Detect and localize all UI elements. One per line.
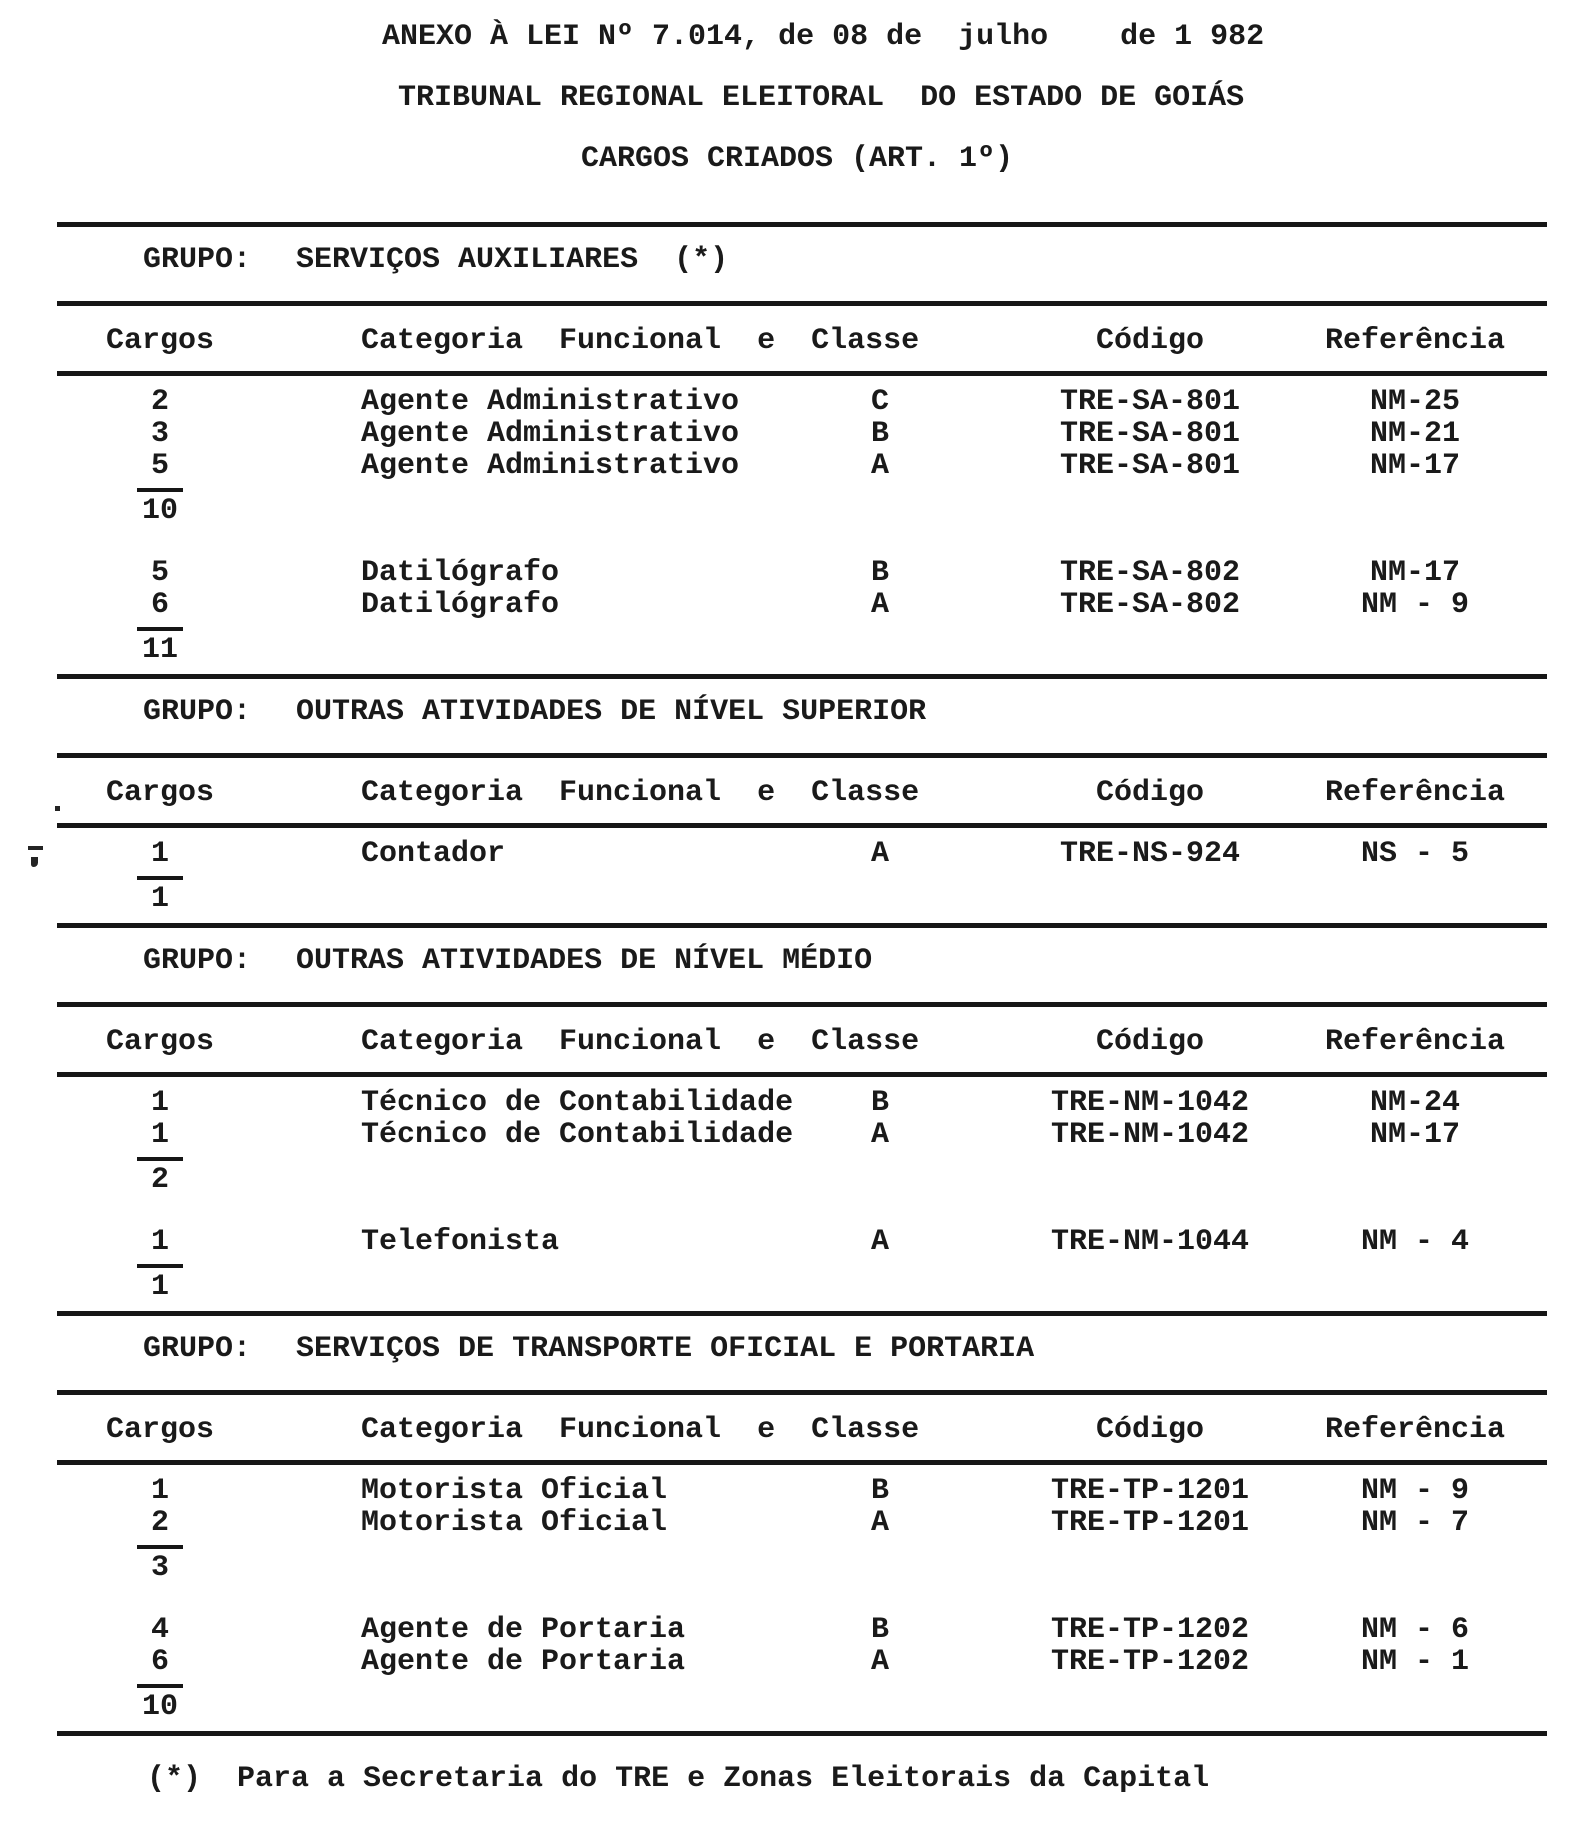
- cell-categoria: Técnico de Contabilidade: [361, 1086, 794, 1120]
- cell-cargos: 3: [150, 417, 169, 451]
- cell-classe: B: [870, 417, 889, 451]
- table-row: [0, 557, 1577, 589]
- col-header-categoria-classe: Categoria Funcional e Classe: [361, 1413, 920, 1447]
- table-row: [0, 1507, 1577, 1539]
- table-row: [0, 386, 1577, 418]
- table-row: [0, 1646, 1577, 1678]
- subtotal-row: [0, 488, 1577, 527]
- group-rows: [0, 1087, 1577, 1303]
- cell-cargos: 6: [150, 1645, 169, 1679]
- cell-classe: A: [870, 588, 889, 622]
- col-header-cargos: Cargos: [105, 1413, 215, 1447]
- cell-cargos: 5: [150, 449, 169, 483]
- page-title: ANEXO À LEI Nº 7.014, de 08 de julho de 1 982: [382, 20, 1265, 54]
- subtotal-value: 1: [137, 876, 183, 915]
- cell-cargos: 5: [150, 556, 169, 590]
- col-header-codigo: Código: [1095, 776, 1205, 810]
- group-label: GRUPO:: [143, 695, 252, 729]
- col-header-referencia: Referência: [1324, 324, 1506, 358]
- cell-referencia: NM-17: [1369, 1118, 1460, 1152]
- subtotal-row: [0, 1264, 1577, 1303]
- subtotal-value: 1: [137, 1264, 183, 1303]
- subtotal-row: [0, 876, 1577, 915]
- group-rows: [0, 386, 1577, 666]
- cell-codigo: TRE-TP-1202: [1050, 1645, 1250, 1679]
- horizontal-rule: [57, 222, 1547, 227]
- group-label: GRUPO:: [143, 1332, 252, 1366]
- cell-classe: A: [870, 837, 889, 871]
- cell-categoria: Agente Administrativo: [361, 385, 740, 419]
- col-header-cargos: Cargos: [105, 1025, 215, 1059]
- subtotal-row: [0, 1157, 1577, 1196]
- group-section: [0, 674, 1577, 915]
- cell-categoria: Datilógrafo: [361, 588, 560, 622]
- subtotal-value: 3: [137, 1545, 183, 1584]
- column-headers: [0, 1413, 1577, 1447]
- page-subtitle-court: TRIBUNAL REGIONAL ELEITORAL DO ESTADO DE GOIÁS: [398, 81, 1245, 115]
- cargo-block: [0, 1226, 1577, 1303]
- group-rows: [0, 1475, 1577, 1723]
- cell-cargos: 4: [150, 1613, 169, 1647]
- subtotal-cell: [0, 1157, 230, 1196]
- cell-cargos: 1: [150, 1086, 169, 1120]
- group-title-row: [0, 1332, 1577, 1366]
- horizontal-rule: [57, 1002, 1547, 1007]
- cell-categoria: Agente de Portaria: [361, 1613, 686, 1647]
- cell-categoria: Agente Administrativo: [361, 449, 740, 483]
- cell-referencia: NM-17: [1369, 556, 1460, 590]
- scan-artifact: [55, 806, 60, 811]
- horizontal-rule: [57, 1390, 1547, 1395]
- horizontal-rule: [57, 823, 1547, 828]
- cargos-table: [0, 222, 1577, 1723]
- cell-categoria: Agente de Portaria: [361, 1645, 686, 1679]
- cell-referencia: NM - 4: [1360, 1225, 1470, 1259]
- cell-codigo: TRE-NM-1042: [1050, 1086, 1250, 1120]
- cell-cargos: 6: [150, 588, 169, 622]
- horizontal-rule: [57, 371, 1547, 376]
- cell-categoria: Datilógrafo: [361, 556, 560, 590]
- horizontal-rule: [57, 1460, 1547, 1465]
- group-name: OUTRAS ATIVIDADES DE NÍVEL MÉDIO: [296, 944, 873, 978]
- col-header-referencia: Referência: [1324, 776, 1506, 810]
- group-section: [0, 222, 1577, 666]
- cell-classe: A: [870, 1506, 889, 1540]
- col-header-cargos: Cargos: [105, 776, 215, 810]
- subtotal-cell: [0, 1545, 230, 1584]
- cell-categoria: Telefonista: [361, 1225, 560, 1259]
- group-name: SERVIÇOS AUXILIARES (*): [296, 243, 729, 277]
- cell-categoria: Técnico de Contabilidade: [361, 1118, 794, 1152]
- group-name: OUTRAS ATIVIDADES DE NÍVEL SUPERIOR: [296, 695, 927, 729]
- cell-cargos: 1: [150, 837, 169, 871]
- table-row: [0, 1226, 1577, 1258]
- table-row: [0, 418, 1577, 450]
- col-header-cargos: Cargos: [105, 324, 215, 358]
- cell-classe: B: [870, 1613, 889, 1647]
- col-header-codigo: Código: [1095, 1025, 1205, 1059]
- group-label: GRUPO:: [143, 243, 252, 277]
- group-label: GRUPO:: [143, 944, 252, 978]
- col-header-codigo: Código: [1095, 324, 1205, 358]
- cell-classe: B: [870, 1086, 889, 1120]
- cell-classe: A: [870, 1225, 889, 1259]
- cell-codigo: TRE-SA-801: [1059, 449, 1241, 483]
- cell-classe: A: [870, 1118, 889, 1152]
- horizontal-rule: [57, 1311, 1547, 1316]
- cell-categoria: Motorista Oficial: [361, 1506, 668, 1540]
- col-header-categoria-classe: Categoria Funcional e Classe: [361, 1025, 920, 1059]
- subtotal-cell: [0, 876, 230, 915]
- cell-classe: A: [870, 449, 889, 483]
- subtotal-value: 10: [137, 1684, 183, 1723]
- column-headers: [0, 324, 1577, 358]
- subtotal-value: 11: [137, 627, 183, 666]
- horizontal-rule: [57, 753, 1547, 758]
- table-row: [0, 838, 1577, 870]
- cell-referencia: NM - 1: [1360, 1645, 1470, 1679]
- cell-codigo: TRE-TP-1202: [1050, 1613, 1250, 1647]
- table-row: [0, 589, 1577, 621]
- cell-codigo: TRE-TP-1201: [1050, 1474, 1250, 1508]
- cell-classe: B: [870, 556, 889, 590]
- cell-referencia: NS - 5: [1360, 837, 1470, 871]
- col-header-categoria-classe: Categoria Funcional e Classe: [361, 324, 920, 358]
- cell-codigo: TRE-SA-802: [1059, 588, 1241, 622]
- horizontal-rule: [57, 1731, 1547, 1736]
- cell-codigo: TRE-NS-924: [1059, 837, 1241, 871]
- horizontal-rule: [57, 674, 1547, 679]
- cargo-block: [0, 557, 1577, 666]
- subtotal-cell: [0, 1264, 230, 1303]
- subtotal-value: 10: [137, 488, 183, 527]
- cell-cargos: 1: [150, 1118, 169, 1152]
- col-header-categoria-classe: Categoria Funcional e Classe: [361, 776, 920, 810]
- table-row: [0, 1614, 1577, 1646]
- cell-cargos: 2: [150, 1506, 169, 1540]
- subtotal-value: 2: [137, 1157, 183, 1196]
- cell-referencia: NM - 9: [1360, 1474, 1470, 1508]
- group-name: SERVIÇOS DE TRANSPORTE OFICIAL E PORTARIA: [296, 1332, 1035, 1366]
- col-header-referencia: Referência: [1324, 1025, 1506, 1059]
- cell-referencia: NM - 7: [1360, 1506, 1470, 1540]
- footnote: (*) Para a Secretaria do TRE e Zonas Eleitorais da Capital: [147, 1762, 1210, 1796]
- subtotal-row: [0, 627, 1577, 666]
- cargo-block: [0, 1614, 1577, 1723]
- subtotal-cell: [0, 1684, 230, 1723]
- subtotal-cell: [0, 488, 230, 527]
- horizontal-rule: [57, 1072, 1547, 1077]
- col-header-referencia: Referência: [1324, 1413, 1506, 1447]
- cell-classe: C: [870, 385, 889, 419]
- cell-referencia: NM - 6: [1360, 1613, 1470, 1647]
- group-title-row: [0, 695, 1577, 729]
- cell-codigo: TRE-NM-1042: [1050, 1118, 1250, 1152]
- horizontal-rule: [57, 301, 1547, 306]
- subtotal-cell: [0, 627, 230, 666]
- cell-classe: B: [870, 1474, 889, 1508]
- title-block: [0, 20, 1577, 176]
- group-title-row: [0, 944, 1577, 978]
- cell-categoria: Motorista Oficial: [361, 1474, 668, 1508]
- table-row: [0, 1119, 1577, 1151]
- scan-artifact: [28, 846, 43, 850]
- cell-referencia: NM-25: [1369, 385, 1460, 419]
- cell-cargos: 2: [150, 385, 169, 419]
- col-header-codigo: Código: [1095, 1413, 1205, 1447]
- cell-codigo: TRE-SA-802: [1059, 556, 1241, 590]
- column-headers: [0, 1025, 1577, 1059]
- table-row: [0, 1087, 1577, 1119]
- group-section: [0, 923, 1577, 1303]
- cargo-block: [0, 838, 1577, 915]
- table-row: [0, 1475, 1577, 1507]
- cell-referencia: NM-21: [1369, 417, 1460, 451]
- cell-classe: A: [870, 1645, 889, 1679]
- cell-codigo: TRE-NM-1044: [1050, 1225, 1250, 1259]
- page-subtitle-cargos: CARGOS CRIADOS (ART. 1º): [581, 142, 1014, 176]
- cargo-block: [0, 1475, 1577, 1584]
- cell-referencia: NM-17: [1369, 449, 1460, 483]
- group-section: [0, 1311, 1577, 1723]
- cell-categoria: Agente Administrativo: [361, 417, 740, 451]
- table-row: [0, 450, 1577, 482]
- cell-referencia: NM - 9: [1360, 588, 1470, 622]
- group-title-row: [0, 243, 1577, 277]
- horizontal-rule: [57, 923, 1547, 928]
- cell-referencia: NM-24: [1369, 1086, 1460, 1120]
- cell-codigo: TRE-SA-801: [1059, 385, 1241, 419]
- cell-cargos: 1: [150, 1474, 169, 1508]
- cell-cargos: 1: [150, 1225, 169, 1259]
- subtotal-row: [0, 1545, 1577, 1584]
- column-headers: [0, 776, 1577, 810]
- cell-codigo: TRE-SA-801: [1059, 417, 1241, 451]
- cargo-block: [0, 386, 1577, 527]
- cargo-block: [0, 1087, 1577, 1196]
- subtotal-row: [0, 1684, 1577, 1723]
- cell-codigo: TRE-TP-1201: [1050, 1506, 1250, 1540]
- cell-categoria: Contador: [361, 837, 506, 871]
- group-rows: [0, 838, 1577, 915]
